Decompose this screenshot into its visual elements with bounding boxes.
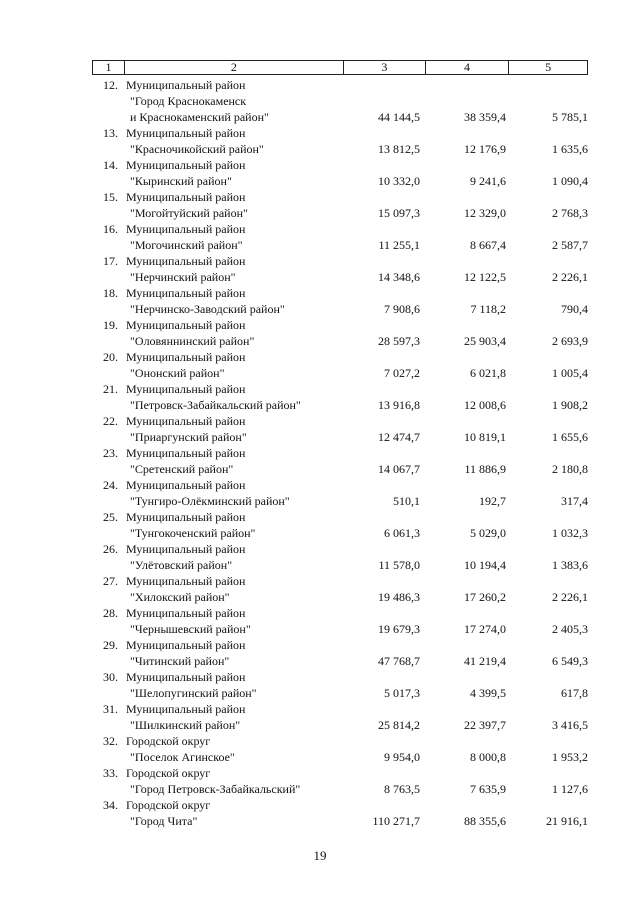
municipality-name-line: "Сретенский район" xyxy=(130,462,234,476)
value-col-5: 1 032,3 xyxy=(552,526,588,540)
table-row xyxy=(92,797,588,829)
table-row xyxy=(92,253,588,285)
value-col-3: 6 061,3 xyxy=(384,526,420,540)
row-number: 27. xyxy=(103,574,118,588)
municipality-name-line: "Могойтуйский район" xyxy=(130,206,248,220)
municipality-name xyxy=(124,541,344,573)
value-col-4: 12 176,9 xyxy=(464,142,506,156)
value-col-3: 47 768,7 xyxy=(378,654,420,668)
row-number: 12. xyxy=(103,78,118,92)
value-col-5: 1 005,4 xyxy=(552,366,588,380)
municipality-name-line: Городской округ xyxy=(126,766,211,780)
header-col-4: 4 xyxy=(426,61,510,74)
value-col-3: 5 017,3 xyxy=(384,686,420,700)
value-col-4: 192,7 xyxy=(479,494,506,508)
value-col-4: 12 329,0 xyxy=(464,206,506,220)
municipality-name-line: Муниципальный район xyxy=(126,574,246,588)
table-row xyxy=(92,125,588,157)
value-col-5: 2 693,9 xyxy=(552,334,588,348)
value-col-3: 7 908,6 xyxy=(384,302,420,316)
municipality-name xyxy=(124,381,344,413)
value-col-3: 7 027,2 xyxy=(384,366,420,380)
municipality-name-line: Муниципальный район xyxy=(126,638,246,652)
municipality-name-line: Муниципальный район xyxy=(126,158,246,172)
municipality-name-line: Муниципальный район xyxy=(126,126,246,140)
value-col-4: 17 260,2 xyxy=(464,590,506,604)
municipality-name-line: Муниципальный район xyxy=(126,254,246,268)
value-col-4: 10 819,1 xyxy=(464,430,506,444)
value-col-3: 11 255,1 xyxy=(378,238,420,252)
value-col-4: 9 241,6 xyxy=(470,174,506,188)
row-number: 16. xyxy=(103,222,118,236)
value-col-4: 38 359,4 xyxy=(464,110,506,124)
value-col-3: 19 486,3 xyxy=(378,590,420,604)
municipality-name-line: Муниципальный район xyxy=(126,478,246,492)
row-number: 14. xyxy=(103,158,118,172)
value-col-4: 88 355,6 xyxy=(464,814,506,828)
value-col-4: 25 903,4 xyxy=(464,334,506,348)
municipality-name xyxy=(124,285,344,317)
header-col-1: 1 xyxy=(93,61,125,74)
municipality-name-line: Муниципальный район xyxy=(126,446,246,460)
value-col-5: 1 635,6 xyxy=(552,142,588,156)
municipality-name-line: "Поселок Агинское" xyxy=(130,750,235,764)
value-col-5: 6 549,3 xyxy=(552,654,588,668)
header-col-3: 3 xyxy=(344,61,426,74)
table-row xyxy=(92,701,588,733)
value-col-5: 2 226,1 xyxy=(552,590,588,604)
municipality-name xyxy=(124,509,344,541)
row-number: 32. xyxy=(103,734,118,748)
table-row xyxy=(92,285,588,317)
table-row xyxy=(92,381,588,413)
municipality-name-line: Муниципальный район xyxy=(126,510,246,524)
row-number: 18. xyxy=(103,286,118,300)
municipality-name xyxy=(124,765,344,797)
table-body xyxy=(92,77,588,829)
table-row xyxy=(92,477,588,509)
municipality-name-line: "Тунгокоченский район" xyxy=(130,526,256,540)
value-col-4: 10 194,4 xyxy=(464,558,506,572)
value-col-5: 5 785,1 xyxy=(552,110,588,124)
table-row xyxy=(92,541,588,573)
table-header xyxy=(92,60,588,75)
municipality-name-line: "Оловяннинский район" xyxy=(130,334,255,348)
row-number: 23. xyxy=(103,446,118,460)
municipality-name xyxy=(124,477,344,509)
municipality-name-line: "Город Чита" xyxy=(130,814,198,828)
municipality-name-line: Муниципальный район xyxy=(126,286,246,300)
value-col-3: 510,1 xyxy=(393,494,420,508)
value-col-5: 2 405,3 xyxy=(552,622,588,636)
table-row xyxy=(92,669,588,701)
municipality-name-line: "Петровск-Забайкальский район" xyxy=(130,398,301,412)
municipality-name-line: Муниципальный район xyxy=(126,190,246,204)
municipality-name-line: Муниципальный район xyxy=(126,78,246,92)
municipality-name-line: Муниципальный район xyxy=(126,542,246,556)
municipality-name-line: "Красночикойский район" xyxy=(130,142,264,156)
municipality-name-line: "Шилкинский район" xyxy=(130,718,241,732)
table-row xyxy=(92,605,588,637)
value-col-3: 44 144,5 xyxy=(378,110,420,124)
table-row xyxy=(92,509,588,541)
value-col-4: 6 021,8 xyxy=(470,366,506,380)
value-col-5: 1 908,2 xyxy=(552,398,588,412)
municipality-name-line: Муниципальный район xyxy=(126,702,246,716)
municipality-name-line: Городской округ xyxy=(126,734,211,748)
municipality-name-line: "Улётовский район" xyxy=(130,558,233,572)
municipality-name-line: "Нерчинский район" xyxy=(130,270,236,284)
table-row xyxy=(92,349,588,381)
value-col-4: 4 399,5 xyxy=(470,686,506,700)
row-number: 26. xyxy=(103,542,118,556)
row-number: 15. xyxy=(103,190,118,204)
value-col-4: 7 118,2 xyxy=(470,302,506,316)
value-col-4: 11 886,9 xyxy=(464,462,506,476)
value-col-5: 617,8 xyxy=(561,686,588,700)
row-number: 28. xyxy=(103,606,118,620)
value-col-3: 13 812,5 xyxy=(378,142,420,156)
header-col-2: 2 xyxy=(125,61,344,74)
municipality-name-line: "Ононский район" xyxy=(130,366,225,380)
municipality-name-line: Городской округ xyxy=(126,798,211,812)
value-col-4: 8 000,8 xyxy=(470,750,506,764)
table-row xyxy=(92,733,588,765)
value-col-5: 1 383,6 xyxy=(552,558,588,572)
value-col-3: 8 763,5 xyxy=(384,782,420,796)
value-col-4: 12 122,5 xyxy=(464,270,506,284)
value-col-5: 2 768,3 xyxy=(552,206,588,220)
municipality-name-line: Муниципальный район xyxy=(126,414,246,428)
value-col-4: 17 274,0 xyxy=(464,622,506,636)
row-number: 13. xyxy=(103,126,118,140)
row-number: 19. xyxy=(103,318,118,332)
municipality-name xyxy=(124,349,344,381)
municipality-name xyxy=(124,573,344,605)
row-number: 34. xyxy=(103,798,118,812)
row-number: 30. xyxy=(103,670,118,684)
municipality-name xyxy=(124,797,344,829)
row-number: 20. xyxy=(103,350,118,364)
municipality-name xyxy=(124,317,344,349)
value-col-4: 8 667,4 xyxy=(470,238,506,252)
value-col-4: 12 008,6 xyxy=(464,398,506,412)
municipality-name-line: и Краснокаменский район" xyxy=(130,110,269,124)
value-col-5: 2 180,8 xyxy=(552,462,588,476)
value-col-3: 13 916,8 xyxy=(378,398,420,412)
municipality-name xyxy=(124,413,344,445)
municipality-name xyxy=(124,669,344,701)
table-row xyxy=(92,189,588,221)
municipality-name-line: "Город Краснокаменск xyxy=(130,94,247,108)
municipality-name-line: "Чернышевский район" xyxy=(130,622,251,636)
municipality-name xyxy=(124,733,344,765)
municipality-name xyxy=(124,605,344,637)
value-col-3: 25 814,2 xyxy=(378,718,420,732)
value-col-3: 28 597,3 xyxy=(378,334,420,348)
value-col-3: 15 097,3 xyxy=(378,206,420,220)
table-row xyxy=(92,221,588,253)
value-col-5: 1 953,2 xyxy=(552,750,588,764)
row-number: 24. xyxy=(103,478,118,492)
value-col-3: 14 067,7 xyxy=(378,462,420,476)
value-col-3: 11 578,0 xyxy=(378,558,420,572)
municipality-name xyxy=(124,637,344,669)
municipality-name-line: "Читинский район" xyxy=(130,654,230,668)
municipality-name xyxy=(124,125,344,157)
value-col-5: 790,4 xyxy=(561,302,588,316)
municipality-name-line: "Кыринский район" xyxy=(130,174,232,188)
row-number: 29. xyxy=(103,638,118,652)
value-col-5: 1 127,6 xyxy=(552,782,588,796)
municipality-name xyxy=(124,77,344,125)
value-col-4: 7 635,9 xyxy=(470,782,506,796)
municipality-name-line: "Тунгиро-Олёкминский район" xyxy=(130,494,290,508)
row-number: 22. xyxy=(103,414,118,428)
value-col-4: 41 219,4 xyxy=(464,654,506,668)
value-col-5: 317,4 xyxy=(561,494,588,508)
municipality-name xyxy=(124,189,344,221)
table-row xyxy=(92,637,588,669)
municipality-name-line: Муниципальный район xyxy=(126,222,246,236)
municipality-name xyxy=(124,701,344,733)
header-col-5: 5 xyxy=(545,61,552,74)
table-row xyxy=(92,445,588,477)
value-col-3: 19 679,3 xyxy=(378,622,420,636)
municipality-name-line: Муниципальный район xyxy=(126,606,246,620)
value-col-3: 10 332,0 xyxy=(378,174,420,188)
municipality-name-line: Муниципальный район xyxy=(126,350,246,364)
page-number: 19 xyxy=(313,848,327,863)
municipality-name xyxy=(124,445,344,477)
municipality-name-line: "Шелопугинский район" xyxy=(130,686,257,700)
municipality-name xyxy=(124,157,344,189)
row-number: 33. xyxy=(103,766,118,780)
row-number: 25. xyxy=(103,510,118,524)
municipality-name xyxy=(124,253,344,285)
municipality-name-line: "Нерчинско-Заводский район" xyxy=(130,302,285,316)
table-row xyxy=(92,317,588,349)
table-row xyxy=(92,765,588,797)
row-number: 31. xyxy=(103,702,118,716)
municipality-name-line: Муниципальный район xyxy=(126,382,246,396)
row-number: 21. xyxy=(103,382,118,396)
value-col-5: 2 587,7 xyxy=(552,238,588,252)
municipality-name xyxy=(124,221,344,253)
row-number: 17. xyxy=(103,254,118,268)
municipality-name-line: "Приаргунский район" xyxy=(130,430,247,444)
value-col-3: 110 271,7 xyxy=(372,814,420,828)
municipality-name-line: Муниципальный район xyxy=(126,318,246,332)
value-col-5: 2 226,1 xyxy=(552,270,588,284)
value-col-5: 1 655,6 xyxy=(552,430,588,444)
table-row xyxy=(92,157,588,189)
value-col-3: 12 474,7 xyxy=(378,430,420,444)
value-col-5: 3 416,5 xyxy=(552,718,588,732)
value-col-5: 21 916,1 xyxy=(546,814,588,828)
table-row xyxy=(92,573,588,605)
municipality-name-line: "Могочинский район" xyxy=(130,238,243,252)
table-row xyxy=(92,413,588,445)
value-col-5: 1 090,4 xyxy=(552,174,588,188)
value-col-3: 9 954,0 xyxy=(384,750,420,764)
municipality-name-line: "Хилокский район" xyxy=(130,590,230,604)
table-row xyxy=(92,77,588,125)
value-col-4: 5 029,0 xyxy=(470,526,506,540)
municipality-name-line: "Город Петровск-Забайкальский" xyxy=(130,782,301,796)
municipality-name-line: Муниципальный район xyxy=(126,670,246,684)
value-col-4: 22 397,7 xyxy=(464,718,506,732)
value-col-3: 14 348,6 xyxy=(378,270,420,284)
